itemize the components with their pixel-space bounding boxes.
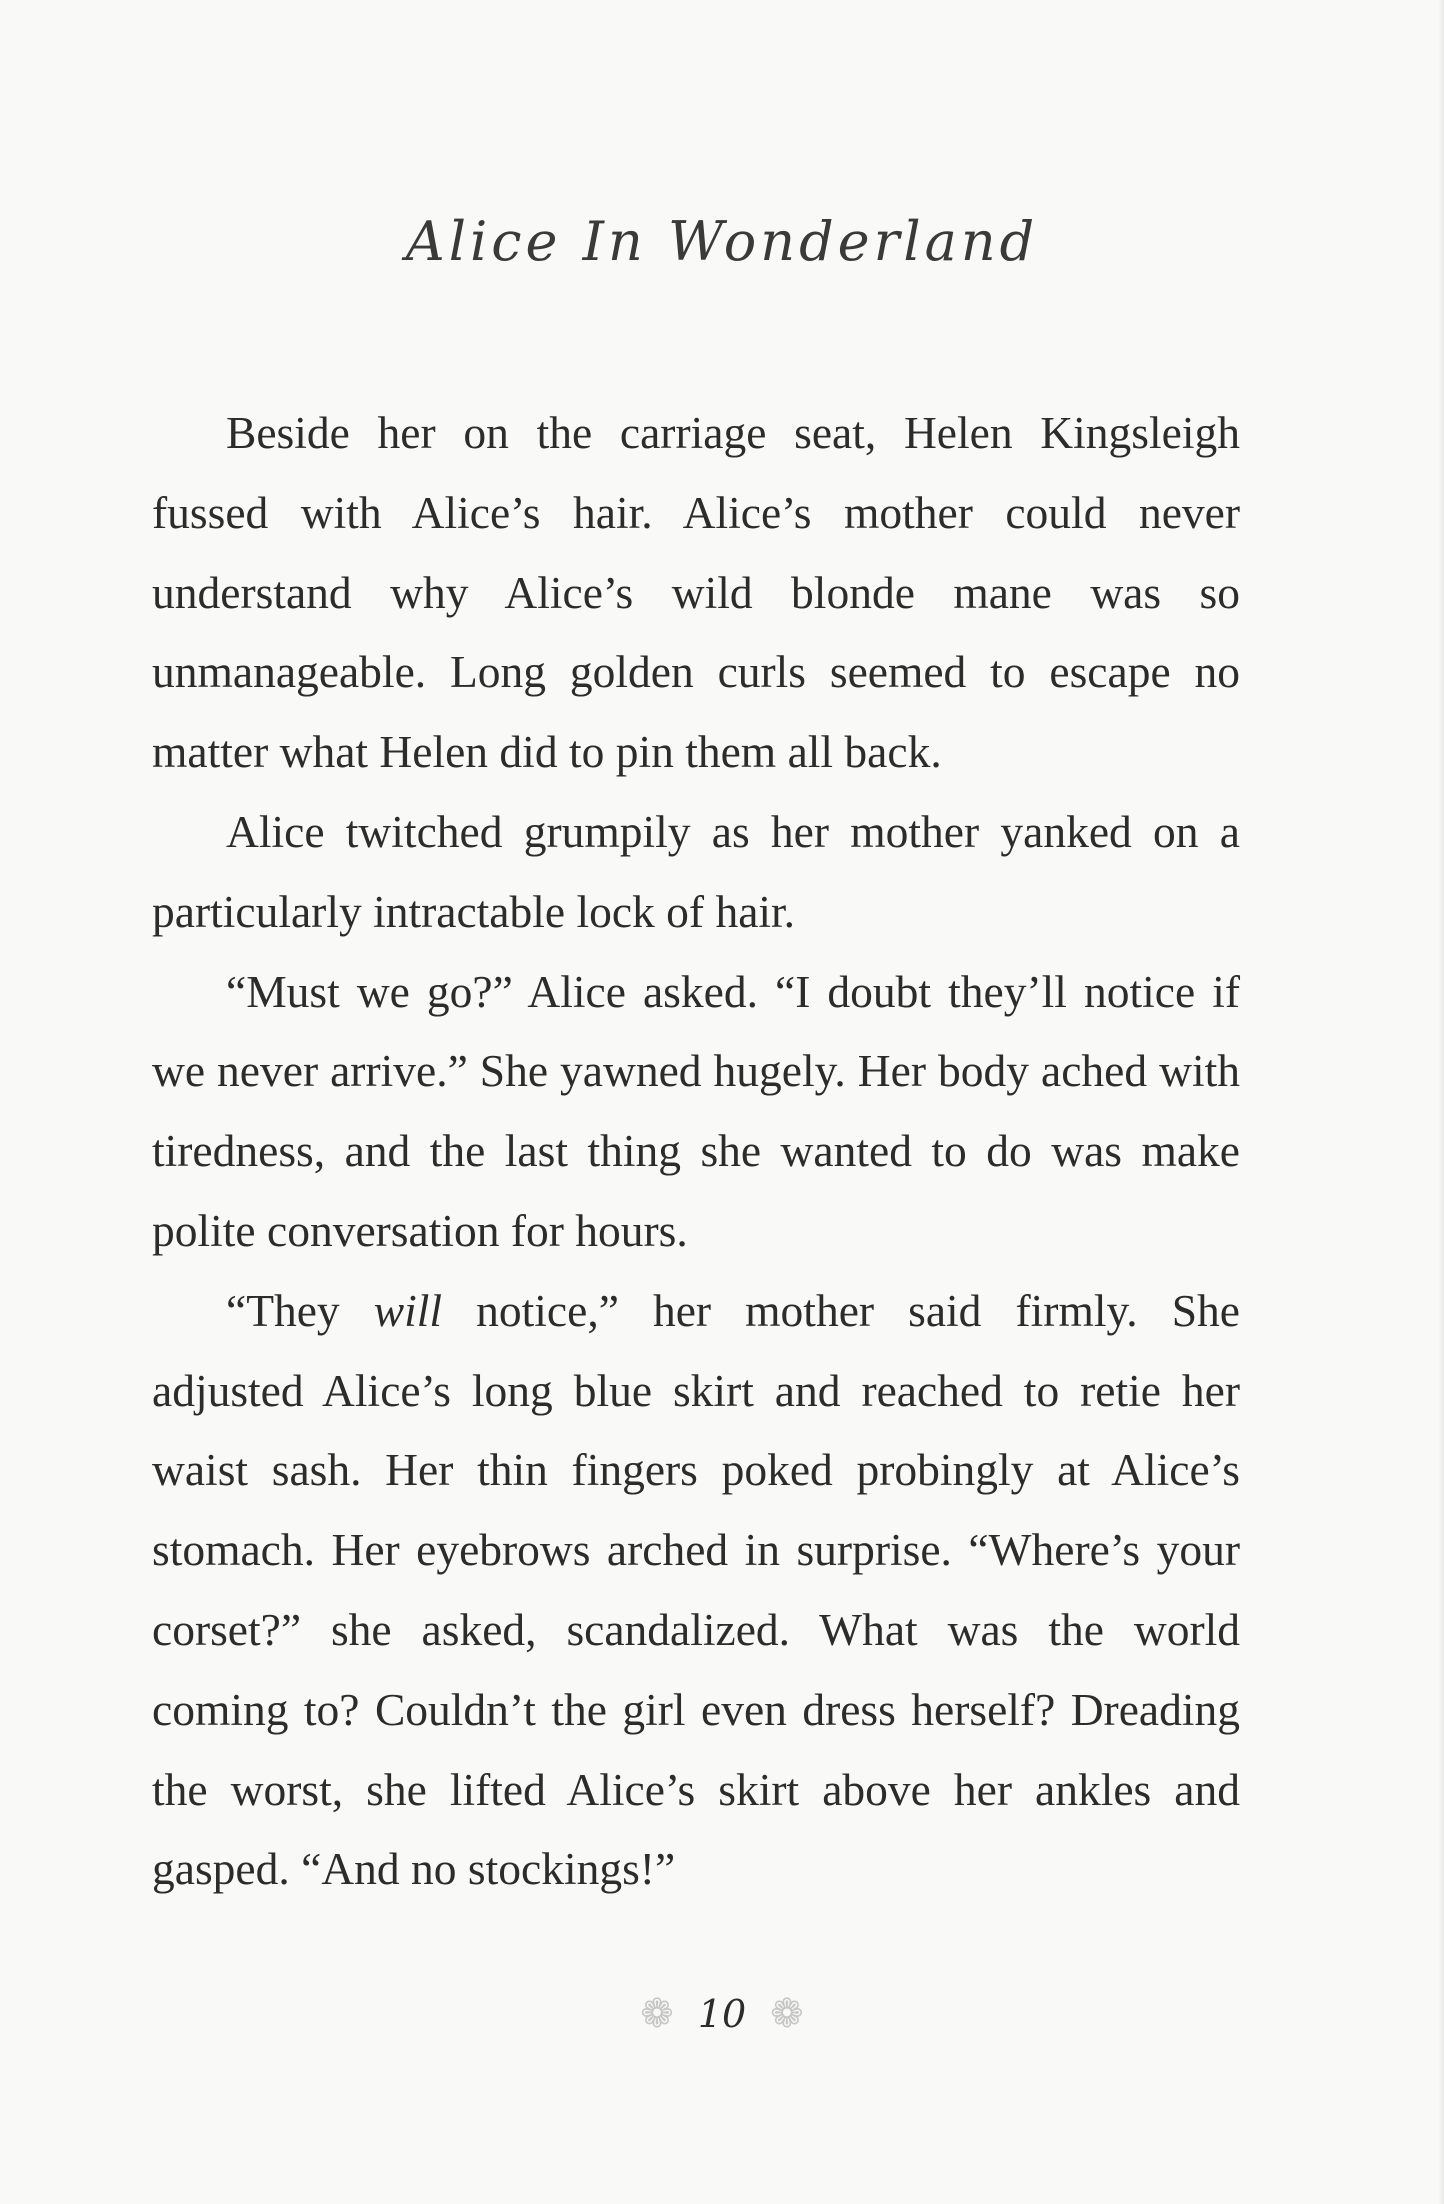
page-edge-shadow	[1438, 0, 1444, 2204]
emphasis-text: will	[373, 1284, 443, 1336]
paragraph: Beside her on the carriage seat, Helen Kingsleigh fussed with Alice’s hair. Alice’s mother could never understand why Alice’s wild blonde mane was so unmanageable. Long golden curls seemed to escape no matter what Helen did to pin them all back.	[152, 407, 1240, 778]
running-title: Alice In Wonderland	[405, 210, 1039, 273]
paragraph	[152, 1271, 1240, 1909]
paragraph: “Must we go?” Alice asked. “I doubt they’ll notice if we never arrive.” She yawned hugely. Her body ached with tiredness, and the last thing she wanted to do was make polite conversation for hours.	[152, 965, 1240, 1256]
page-footer	[0, 1988, 1444, 2037]
ornament-icon: ❁	[640, 1990, 674, 2037]
paragraph-text: “They	[226, 1284, 374, 1336]
page-number: 10	[697, 1991, 747, 2036]
ornament-icon: ❁	[770, 1990, 804, 2037]
paragraph: Alice twitched grumpily as her mother yanked on a particularly intractable lock of hair.	[152, 805, 1240, 937]
paragraph-text: notice,” her mother said firmly. She adjusted Alice’s long blue skirt and reached to retie her waist sash. Her thin fingers poked probingly at Alice’s stomach. Her eyebrows arched in surprise. “Where’s your corset?” she asked, scandalized. What was the world coming to? Couldn’t the girl even dress herself? Dreading the worst, she lifted Alice’s skirt above her ankles and gasped. “And no stockings!”	[152, 1284, 1240, 1895]
body-text	[152, 393, 1240, 1909]
